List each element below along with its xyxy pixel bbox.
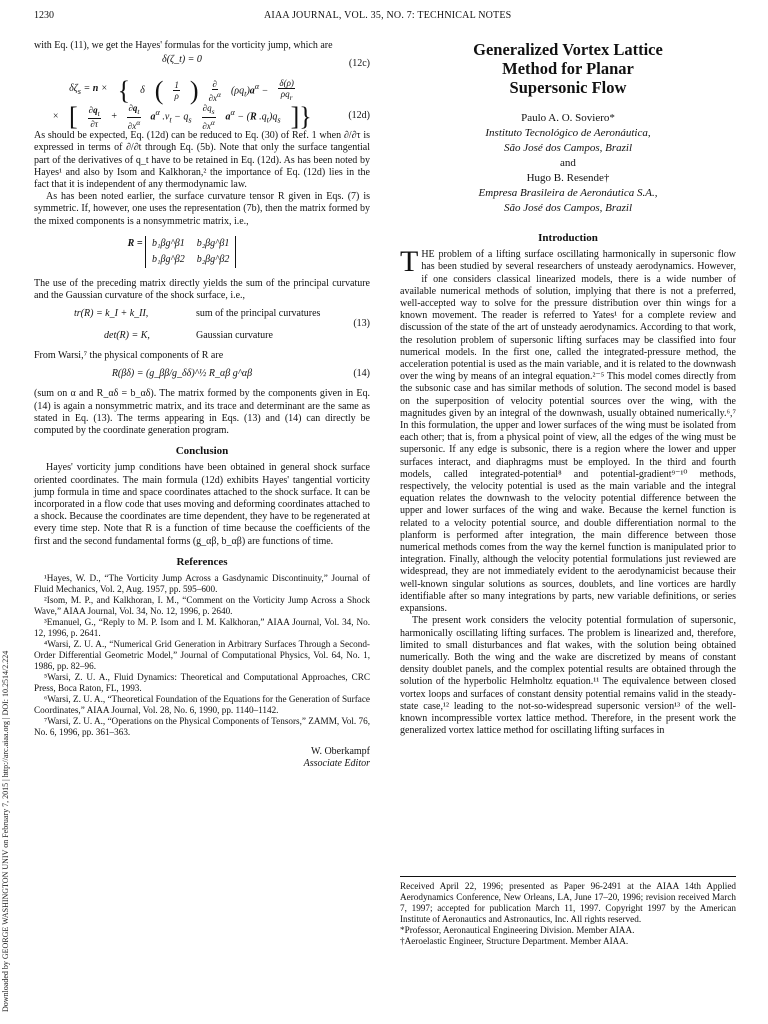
equation-13-line2: det(R) = K, — [104, 330, 150, 342]
equation-12d — [34, 75, 370, 131]
equation-13-label1: sum of the principal curvatures — [196, 308, 321, 320]
signature-block — [34, 746, 370, 770]
footnote-professor: *Professor, Aeronautical Engineering Division. Member AIAA. — [400, 925, 635, 935]
signature-role: Associate Editor — [303, 758, 370, 770]
right-column — [400, 40, 736, 737]
paragraph-12d-discussion: As should be expected, Eq. (12d) can be reduced to Eq. (30) of Ref. 1 when ∂/∂τ is expressed in terms of ∂/∂t through Eq. (5b). Note that only the surface tangential part of the derivatives of q_t have to be retained in Eq. (12d). As has been noted by Hayes¹ and also by Isom and Kalkhoran,² the importance of Eq. (12d) lies in the fact that it is independent of any thermodynamic law. — [34, 130, 370, 191]
signature-name: W. Oberkampf — [310, 746, 370, 758]
paragraph-warsi: From Warsi,⁷ the physical components of R are — [34, 350, 224, 362]
equation-14 — [34, 364, 370, 386]
reference-item: ³Emanuel, G., “Reply to M. P. Isom and I. M. Kalkhoran,” AIAA Journal, Vol. 34, No. 12, 1996, p. 2641. — [34, 617, 370, 639]
equation-12c — [34, 54, 370, 76]
matrix-cell: b₁βg^β2 — [152, 254, 185, 266]
author-affiliation: Instituto Tecnológico de Aeronáutica, — [485, 127, 651, 139]
conclusion-text: Hayes' vorticity jump conditions have been obtained in general shock surface oriented coordinates. The main formula (12d) exhibits Hayes' tangential vorticity jump formula in time and space coordinates attached to the shock surface. It can be incorporated in a flow code that uses moving and deforming coordinates attached to a shock. Because the coordinates are time dependent, they have to be regenerated at every time step. Note that R is a function of time because the coefficients of the first and the second fundamental forms (g_αβ, b_αβ) are functions of time. — [34, 462, 371, 547]
equation-12c-body: δ(ζ_t) = 0 — [162, 54, 202, 66]
left-column — [34, 40, 370, 770]
download-sidebar: Downloaded by GEORGE WASHINGTON UNIV on February 7, 2015 | http://arc.aiaa.org | DOI: 10.2514/2.224 — [1, 650, 10, 1012]
matrix-equation — [34, 230, 370, 276]
drop-cap: T — [400, 245, 419, 279]
reference-item: ⁶Warsi, Z. U. A., “Theoretical Foundation of the Equations for the Generation of Surface Coordinates,” AIAA Journal, Vol. 28, No. 6, 1990, pp. 1140–1142. — [34, 694, 370, 716]
author-affiliation: Empresa Brasileira de Aeronáutica S.A., — [478, 187, 658, 199]
introduction-paragraph-2: The present work considers the velocity potential formulation of supersonic, harmonically oscillating lifting surfaces. The problem is linearized and, therefore, limited to small disturbances and flat wakes, with the solution being obtained numerically. Both the wing and the wake are discretized by means of constant density doublet panels, and the complex potential results are obtained through the solution of the hyperbolic Helmholtz equation.¹¹ The equivalence between closed vortex loops and surfaces of constant density potential remains valid in the steady-state case,¹² leading to the not-so-widespread supersonic version¹³ of the well-known incompressible vortex lattice method. Therefore, in the present work the generalized vortex lattice method for oscillating lifting surfaces in — [400, 615, 736, 737]
footnotes — [400, 876, 736, 947]
author-conjunction: and — [560, 157, 576, 169]
introduction-paragraph-1: THE problem of a lifting surface oscillating harmonically in supersonic flow has been studied by several researchers of unsteady aerodynamics. However, if one considers classical linearized models, there is a wide number of available numerical methods of solution, implying that there is not a preferred, well-accepted way to solve for the pressure distribution over thin wings for a known movement. The reader is referred to Yates¹ for a complete review and discussion of the state of the art of unsteady aerodynamics. According to that work, the resolution problem of supersonic lifting surfaces may be classified into four numerical models. In the first one, called the integrated-pressure method, the acceleration potential is used as the main variable, and it is related to the downwash over the wing by means of an integral equation.²⁻⁵ This model comes directly from the subsonic case and has similar methods of solution. The second model is based on the superposition of velocity potential sources over the wing, with the magnitudes given by an integral of the downwash, usually obtained numerically.⁶,⁷ In this formulation, the upper and lower surfaces of the wing must be isolated from each other; that is, from a physical point of view, all the edges of the wing must be supersonic. If any edge is subsonic, there is a region where the lower and upper surfaces interact, and diaphragms must be employed. In the third and fourth models, called integrated-potential⁸ and potential-gradient⁹⁻¹⁰ methods, respectively, the velocity potential is used as the main variable and the integral equation relates the downwash to the velocity potential difference between the upper and lower surfaces of the wing and wake. Because the kernel function is related to a velocity potential source, and double differentiation normal to the planform is performed after integration, the main difference between those numerical methods comes from the way the kernel function is manipulated prior to integration. Finally, although the velocity potential formulations just reviewed are widespread, they are not immediately evident to the aerodynamicist because their well-known singular solutions as sources, doublets, and line vortices are hardly identifiable after so many integrations by parts, new variable definitions, or series expansions. — [400, 245, 736, 615]
references-heading: References — [176, 555, 228, 568]
paragraph-curvature: As has been noted earlier, the surface curvature tensor R given in Eqs. (7) is symmetric. If, however, one uses the representation (7b), then the matrix formed by the mixed components is a nonsymmetric matrix, i.e., — [34, 191, 370, 227]
matrix-lhs: R = — [127, 237, 143, 249]
author-affiliation: São José dos Campos, Brazil — [503, 202, 633, 214]
reference-item: ⁴Warsi, Z. U. A., “Numerical Grid Generation in Arbitrary Surfaces Through a Second-Order Differential Geometric Model,” Journal of Computational Physics, Vol. 64, No. 1, 1986, pp. 82–96. — [34, 639, 370, 672]
equation-12c-number: (12c) — [348, 58, 370, 70]
paragraph-trace: The use of the preceding matrix directly yields the sum of the principal curvature and the Gaussian curvature of the shock surface, i.e., — [34, 277, 370, 302]
equation-13-label2: Gaussian curvature — [196, 330, 273, 342]
author-name: Hugo B. Resende† — [526, 172, 610, 184]
equation-13-number: (13) — [353, 318, 370, 330]
footnote-received: Received April 22, 1996; presented as Paper 96-2491 at the AIAA 14th Applied Aerodynamics Conference, New Orleans, LA, June 17–20, 1996; revision received March 7, 1997; accepted for publication March 11, 1997. Copyright 1997 by the American Institute of Aeronautics and Astronautics, Inc. All rights reserved. — [400, 881, 736, 924]
equation-13-line1: tr(R) = k_I + k_II, — [74, 308, 149, 320]
running-header: AIAA JOURNAL, VOL. 35, NO. 7: TECHNICAL NOTES — [264, 10, 512, 21]
equation-12d-number: (12d) — [348, 110, 370, 122]
author-affiliation: São José dos Campos, Brazil — [503, 142, 633, 154]
equation-14-body: R(βδ) = (g_ββ/g_δδ)^½ R_αβ g^αβ — [111, 368, 253, 380]
matrix-cell: b₁βg^β1 — [152, 237, 185, 249]
introduction-heading: Introduction — [538, 232, 598, 244]
reference-item: ⁵Warsi, Z. U. A., Fluid Dynamics: Theoretical and Computational Approaches, CRC Press, Boca Raton, FL, 1993. — [34, 672, 370, 694]
article-title: Generalized Vortex Lattice Method for Planar Supersonic Flow — [473, 40, 663, 97]
author-block — [400, 111, 736, 216]
reference-item: ¹Hayes, W. D., “The Vorticity Jump Across a Gasdynamic Discontinuity,” Journal of Fluid Mechanics, Vol. 2, Aug. 1957, pp. 595–600. — [34, 573, 370, 595]
author-name: Paulo A. O. Soviero* — [521, 112, 615, 124]
paragraph-components: (sum on α and R_αδ = b_αδ). The matrix formed by the components given in Eq. (14) is again a nonsymmetric matrix, and its trace and determinant are the same as stated in Eq. (13). The terms appearing in Eqs. (13) and (14) can directly be computed by the coordinate generation program. — [34, 388, 370, 437]
matrix-cell: b₂βg^β2 — [196, 254, 230, 266]
intro-paragraph: with Eq. (11), we get the Hayes' formulas for the vorticity jump, which are — [34, 40, 333, 51]
curvature-matrix — [145, 236, 236, 268]
matrix-cell: b₂βg^β1 — [196, 237, 230, 249]
conclusion-heading: Conclusion — [175, 445, 229, 458]
equation-13 — [34, 304, 370, 348]
reference-item: ²Isom, M. P., and Kalkhoran, I. M., “Comment on the Vorticity Jump Across a Shock Wave,” AIAA Journal, Vol. 34, No. 12, 1996, p. 2640. — [34, 595, 370, 617]
page-number: 1230 — [34, 10, 54, 21]
equation-12d-line2: × [ $\frac{\partial q_t}{\partial\tau}$ + $\frac{\partial q_t}{\partial x^\alpha}$ $a^\alpha$ $.v_t - q_s$ $\frac{\partial q_s}{\partial x^\alpha}$ $a^\alpha - (R$ $.q_t)q_s$ ]} — [52, 101, 312, 131]
equation-14-number: (14) — [353, 368, 370, 380]
footnote-engineer: †Aeroelastic Engineer, Structure Department. Member AIAA. — [400, 936, 629, 946]
reference-item: ⁷Warsi, Z. U. A., “Operations on the Physical Components of Tensors,” ZAMM, Vol. 76, No. 6, 1996, pp. 361–363. — [34, 716, 370, 738]
equation-12d-line1: $\delta\zeta_s = n$ × { δ ( $\frac{1}{\rho}$ ) $\frac{\partial}{\partial x^\alpha}$ $(\rho q_t)a^\alpha$ − $\frac{\delta(\rho)}{\rho q_r}$ — [69, 75, 294, 105]
